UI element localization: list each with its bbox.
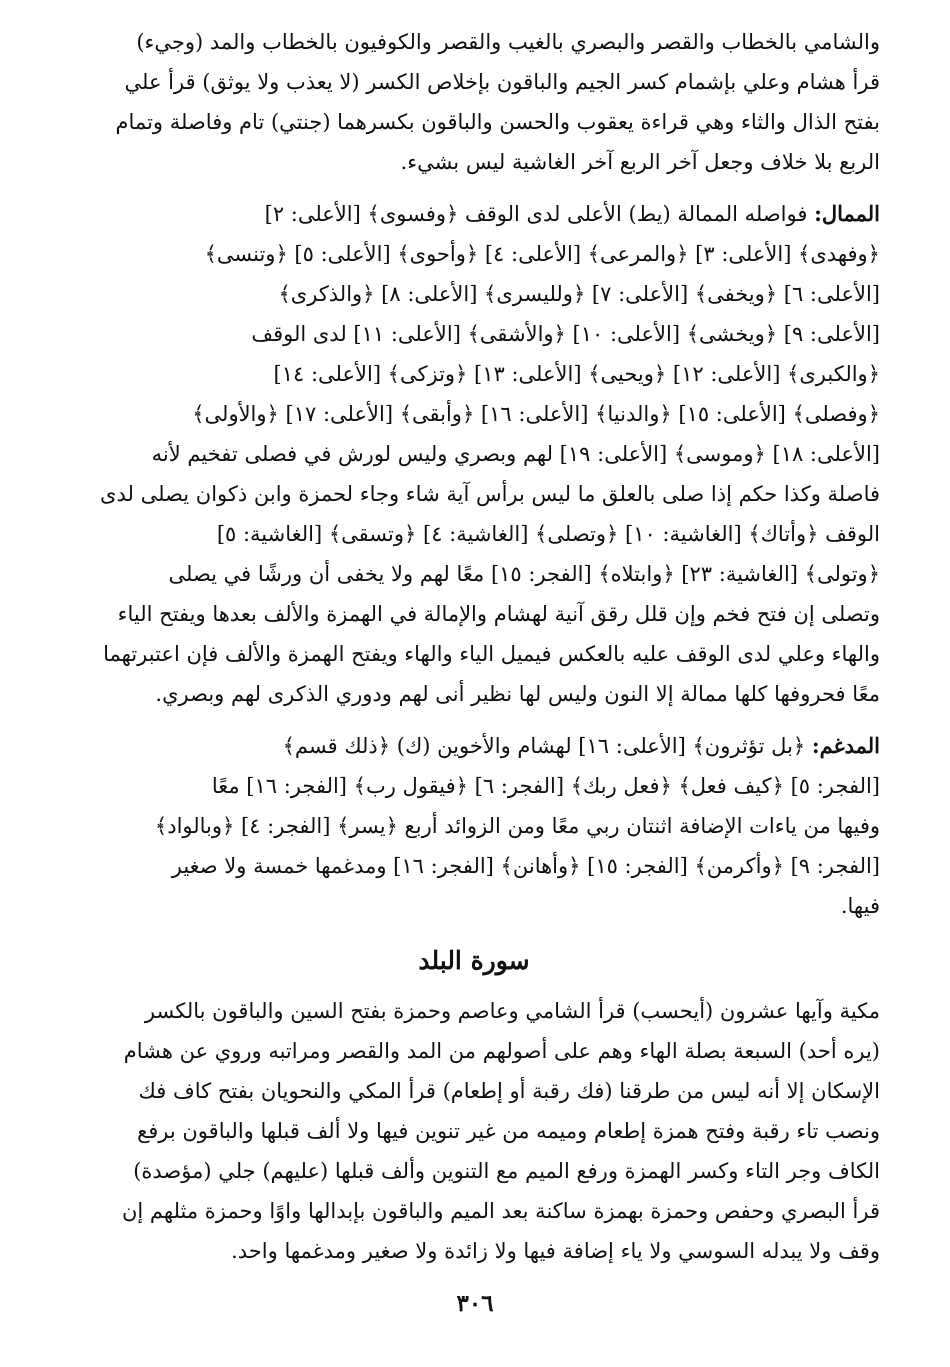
paragraph-mumal bbox=[68, 194, 880, 714]
text-line: [الأعلى: ٩] ﴿ويخشى﴾ [الأعلى: ١٠] ﴿والأشقى﴾ [الأعلى: ١١] لدى الوقف bbox=[251, 322, 880, 346]
section-heading-mumal: الممال: bbox=[814, 201, 880, 226]
text-line: وتصلى إن فتح فخم وإن قلل رقق آنية لهشام والإمالة في الهمزة والألف بعدها ويفتح الياء bbox=[117, 602, 880, 626]
text-line: فاصلة وكذا حكم إذا صلى بالعلق ما ليس برأس آية شاء وجاء لحمزة وابن ذكوان يصلى لدى bbox=[100, 482, 880, 506]
text-line: مكية وآيها عشرون (أيحسب) قرأ الشامي وعاصم وحمزة بفتح السين والباقون بالكسر bbox=[144, 999, 880, 1023]
text-line: وقف ولا يبدله السوسي ولا ياء إضافة فيها ولا زائدة ولا صغير ومدغمها واحد. bbox=[231, 1239, 880, 1263]
paragraph-top bbox=[68, 22, 880, 182]
text-line: الربع بلا خلاف وجعل آخر الربع آخر الغاشية ليس بشيء. bbox=[400, 150, 880, 174]
text-line: معًا فحروفها كلها ممالة إلا النون وليس لها نظير أنى لهم ودوري الذكرى لهم وبصري. bbox=[155, 682, 880, 706]
text-line-rest: ﴿بل تؤثرون﴾ [الأعلى: ١٦] لهشام والأخوين (ك) ﴿ذلك قسم﴾ bbox=[282, 734, 812, 758]
paragraph-mudgham bbox=[68, 726, 880, 926]
text-line-rest: فواصله الممالة (يط) الأعلى لدى الوقف ﴿وفسوى﴾ [الأعلى: ٢] bbox=[264, 202, 815, 226]
text-line: [الأعلى: ١٨] ﴿وموسى﴾ [الأعلى: ١٩] لهم وبصري وليس لورش في فصلى تفخيم لأنه bbox=[151, 442, 880, 466]
text-line: ﴿وفهدى﴾ [الأعلى: ٣] ﴿والمرعى﴾ [الأعلى: ٤] ﴿وأحوى﴾ [الأعلى: ٥] ﴿وتنسى﴾ bbox=[204, 242, 880, 266]
text-line: فيها. bbox=[840, 894, 880, 918]
text-line: والهاء وعلي لدى الوقف عليه بالعكس فيميل الياء والهاء ويفتح الهمزة والألف فإن اعتبرتهما bbox=[103, 642, 880, 666]
text-line: ﴿وتولى﴾ [الغاشية: ٢٣] ﴿وابتلاه﴾ [الفجر: ١٥] معًا لهم ولا يخفى أن ورشًا في يصلى bbox=[168, 562, 880, 586]
text-line: [الأعلى: ٦] ﴿ويخفى﴾ [الأعلى: ٧] ﴿ولليسرى﴾ [الأعلى: ٨] ﴿والذكرى﴾ bbox=[278, 282, 880, 306]
section-heading-mudgham: المدغم: bbox=[811, 733, 880, 758]
text-line bbox=[68, 726, 880, 766]
text-line: (يره أحد) السبعة بصلة الهاء وهم على أصولهم من المد والقصر ومراتبه وروي عن هشام bbox=[123, 1039, 880, 1063]
text-line: ﴿وفصلى﴾ [الأعلى: ١٥] ﴿والدنيا﴾ [الأعلى: ١٦] ﴿وأبقى﴾ [الأعلى: ١٧] ﴿والأولى﴾ bbox=[192, 402, 880, 426]
text-line: [الفجر: ٩] ﴿وأكرمن﴾ [الفجر: ١٥] ﴿وأهانن﴾ [الفجر: ١٦] ومدغمها خمسة ولا صغير bbox=[171, 854, 880, 878]
text-line: قرأ البصري وحفص وحمزة بهمزة ساكنة بعد الميم والباقون بإبدالها واوًا وحمزة مثلهم إن bbox=[122, 1199, 880, 1223]
text-line bbox=[68, 194, 880, 234]
text-line: ﴿والكبرى﴾ [الأعلى: ١٢] ﴿ويحيى﴾ [الأعلى: ١٣] ﴿وتزكى﴾ [الأعلى: ١٤] bbox=[273, 362, 880, 386]
text-line: والشامي بالخطاب والقصر والبصري بالغيب والقصر والكوفيون بالخطاب والمد (وجيء) bbox=[136, 30, 880, 54]
paragraph-balad bbox=[68, 991, 880, 1271]
surah-title: سورة البلد bbox=[418, 946, 530, 975]
text-line: وفيها من ياءات الإضافة اثنتان ربي معًا ومن الزوائد أربع ﴿يسر﴾ [الفجر: ٤] ﴿وبالواد﴾ bbox=[154, 814, 880, 838]
text-line: الكاف وجر التاء وكسر الهمزة ورفع الميم مع التنوين وألف قبلها (عليهم) جلي (مؤصدة) bbox=[133, 1159, 880, 1183]
text-line: بفتح الذال والثاء وهي قراءة يعقوب والحسن والباقون بكسرهما (جنتي) تام وفاصلة وتمام bbox=[115, 110, 880, 134]
text-line: [الفجر: ٥] ﴿كيف فعل﴾ ﴿فعل ربك﴾ [الفجر: ٦] ﴿فيقول رب﴾ [الفجر: ١٦] معًا bbox=[211, 774, 880, 798]
page-number: ٣٠٦ bbox=[456, 1290, 494, 1317]
text-line: الإسكان إلا أنه ليس من طرقنا (فك رقبة أو إطعام) قرأ المكي والنحويان بفتح كاف فك bbox=[138, 1079, 880, 1103]
text-line: الوقف ﴿وأتاك﴾ [الغاشية: ١٠] ﴿وتصلى﴾ [الغاشية: ٤] ﴿وتسقى﴾ [الغاشية: ٥] bbox=[216, 522, 880, 546]
text-line: قرأ هشام وعلي بإشمام كسر الجيم والباقون بإخلاص الكسر (لا يعذب ولا يوثق) قرأ علي bbox=[124, 70, 880, 94]
text-line: ونصب تاء رقبة وفتح همزة إطعام وميمه من غير تنوين فيها ولا ألف قبلها والباقون برفع bbox=[137, 1119, 880, 1143]
